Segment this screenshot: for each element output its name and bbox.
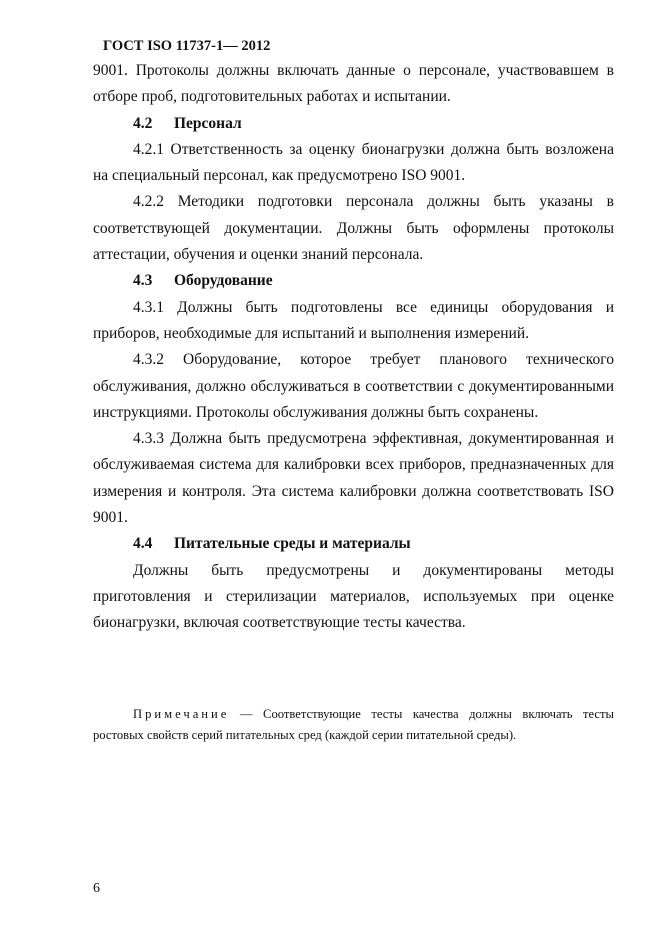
note-block [93,704,614,746]
paragraph-4-2-1: 4.2.1 Ответственность за оценку бионагрузки должна быть возложена на специальный персонал, как предусмотрено ISO 9001. [93,140,614,185]
paragraph-4-3-3: 4.3.3 Должна быть предусмотрена эффективная, документированная и обслуживаемая система для калибровки всех приборов, предназначенных для измерения и контроля. Эта система калибровки должна соответствовать ISO 9001. [93,430,614,527]
section-title: Питательные среды и материалы [174,535,411,553]
note-text: — Соответствующие тесты качества должны включать тесты ростовых свойств серий питательных сред (каждой серии питательной среды). [93,707,614,742]
document-header: ГОСТ ISO 11737-1— 2012 [103,38,271,54]
section-title: Оборудование [174,272,273,290]
section-heading-4-2 [93,111,614,137]
paragraph-4-4: Должны быть предусмотрены и документированы методы приготовления и стерилизации материалов, используемых при оценке бионагрузки, включая соответствующие тесты качества. [93,561,614,632]
paragraph-intro: 9001. Протоколы должны включать данные о персонале, участвовавшем в отборе проб, подготовительных работах и испытании. [93,62,614,106]
section-number: 4.2 [133,114,153,132]
section-title: Персонал [174,114,242,132]
section-heading-4-4 [93,531,614,557]
paragraph-4-3-2: 4.3.2 Оборудование, которое требует планового технического обслуживания, должно обслуживаться в соответствии с документированными инструкциями. Протоколы обслуживания должны быть сохранены. [93,351,614,421]
note-label: Примечание [133,707,230,721]
page-number: 6 [93,881,100,896]
document-body [93,58,614,637]
section-number: 4.3 [133,272,153,290]
section-number: 4.4 [133,535,153,553]
paragraph-4-3-1: 4.3.1 Должны быть подготовлены все единицы оборудования и приборов, необходимые для испытаний и выполнения измерений. [93,298,614,342]
section-heading-4-3 [93,268,614,294]
paragraph-4-2-2: 4.2.2 Методики подготовки персонала должны быть указаны в соответствующей документации. Должны быть оформлены протоколы аттестации, обучения и оценки знаний персонала. [93,193,614,264]
